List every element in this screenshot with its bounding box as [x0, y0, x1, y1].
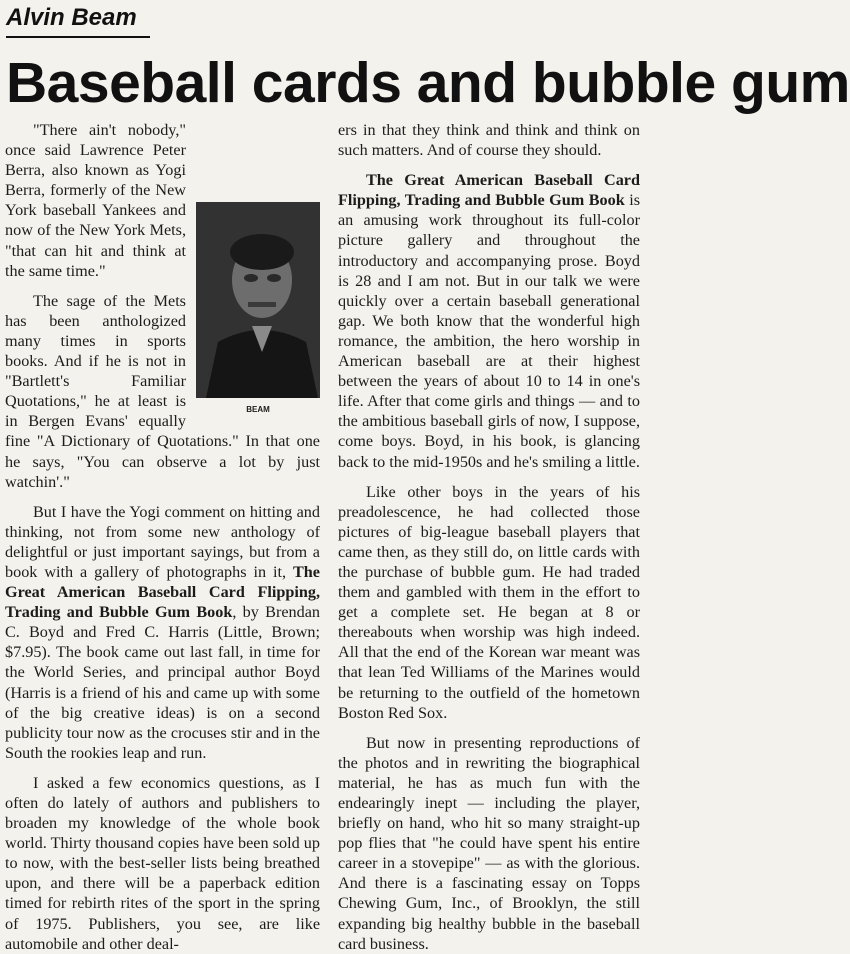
right-column [338, 120, 640, 953]
book-title-2: The Great American Baseball Card Flipping, Trading and Bubble Gum Book [338, 171, 640, 210]
byline-rule [6, 36, 150, 38]
photo-caption: BEAM [246, 405, 270, 414]
left-paragraph-4: I asked a few economics questions, as I often do lately of authors and publishers to broaden my knowledge of the whole book world. Thirty thousand copies have been sold up to now, with the best-seller lists being breathed upon, and there will be a paperback edition timed for rebirth rites of the sport in the spring of 1975. Publishers, you see, are like automobile and other deal- [5, 773, 320, 953]
right-paragraph-1: ers in that they think and think and think on such matters. And of course they should. [338, 121, 640, 160]
right-paragraph-4: But now in presenting reproductions of the photos and in rewriting the biographical material, he has as much fun with the endearingly inept — including the player, briefly on hand, who hit so many straight-up pop flies that "he could have spent his entire career in a stovepipe" — as with the glorious. And there is a fascinating essay on Topps Chewing Gum, Inc., of Brooklyn, the still expanding big healthy bubble in the baseball card business. [338, 733, 640, 953]
left-paragraph-3-text-a: But I have the Yogi comment on hitting and thinking, not from some new anthology of delightful or just important sayings, but from a book with a gallery of photographs in it, [5, 502, 320, 581]
left-paragraph-1: "There ain't nobody," once said Lawrence Peter Berra, also known as Yogi Berra, formerly of the New York baseball Yankees and now of the New York Mets, "that can hit and think at the same time." [5, 121, 186, 280]
left-paragraph-3-text-b: , by Brendan C. Boyd and Fred C. Harris (Little, Brown; $7.95). The book came out last fall, in time for the World Series, and principal author Boyd (Harris is a friend of his and came up with some of the big creative ideas) is on a second publicity tour now as the crocuses stir and in the South the rookies leap and run. [5, 603, 320, 762]
left-paragraph-3 [5, 502, 320, 763]
left-paragraph-2: The sage of the Mets has been anthologized many times in sports books. And if he is not in "Bartlett's Familiar Quotations," he at least is in Bergen Evans' equally fine "A Dictionary of Quotations." In that one he says, "You can observe a lot by just watchin'." [5, 291, 320, 491]
right-paragraph-3: Like other boys in the years of his preadolescence, he had collected those pictures of big-league baseball players that came then, as they still do, on little cards with the purchase of bubble gum. He had traded them and gambled with them in the effort to get a complete set. He began at 8 or thereabouts when worship was high indeed. All that the end of the Korean war meant was that lean Ted Williams of the Marines would be returning to the outfield of the hometown Boston Red Sox. [338, 482, 640, 722]
author-photo [196, 202, 320, 420]
headline: Baseball cards and bubble gum [6, 51, 850, 115]
left-column [5, 120, 320, 953]
author-portrait-image [196, 202, 320, 398]
right-paragraph-2 [338, 170, 640, 471]
byline: Alvin Beam [6, 4, 137, 31]
right-paragraph-2-text: is an amusing work throughout its full-color picture gallery and throughout the introductory and accompanying prose. Boyd is 28 and I am not. But in our talk we were quickly over a certain baseball generational gap. We both know that the wonderful high romance, the ambition, the hero worship in American baseball are at their highest between the years of about 10 to 14 in one's life. After that come girls and things — and to the ambitious baseball girls of now, I suppose, come boys. Boyd, in his book, is glancing back to the mid-1950s and he's smiling a little. [338, 191, 640, 471]
book-title: The Great American Baseball Card Flipping, Trading and Bubble Gum Book [5, 562, 320, 622]
